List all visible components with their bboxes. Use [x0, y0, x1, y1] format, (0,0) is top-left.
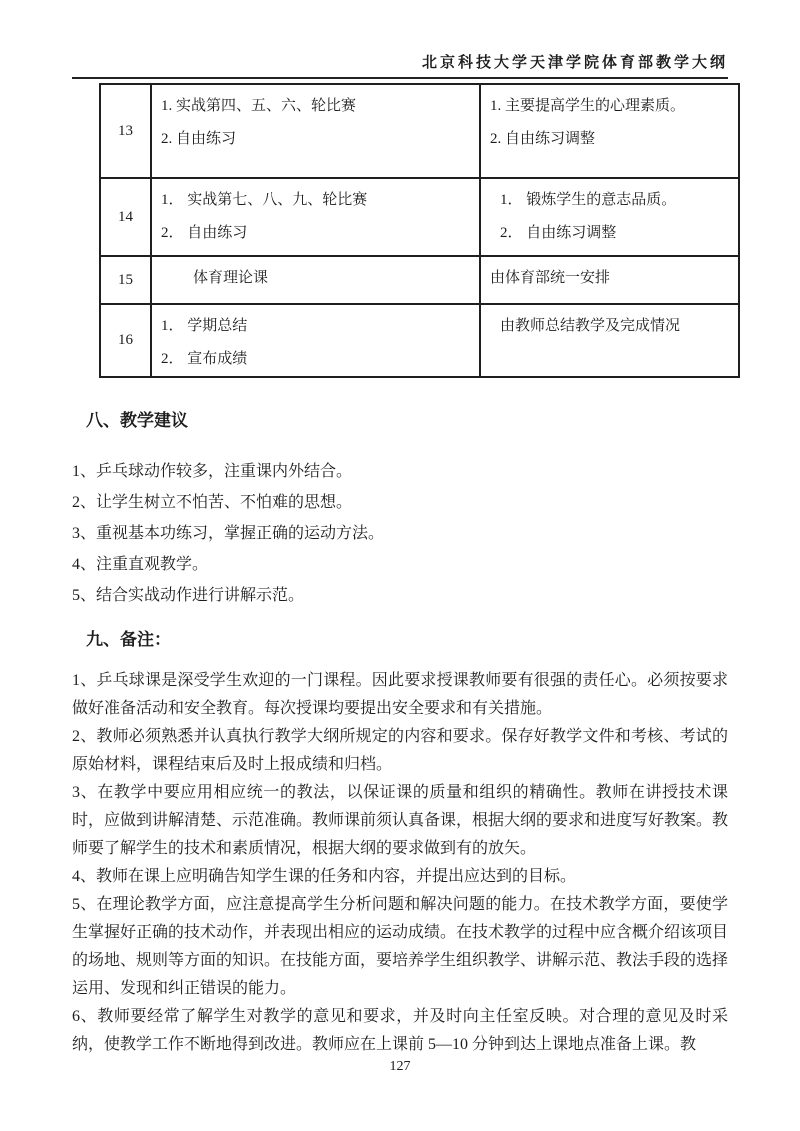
table-row — [100, 178, 739, 256]
note-cell — [480, 304, 739, 377]
page-header — [72, 54, 728, 79]
paragraph: 4、教师在课上应明确告知学生课的任务和内容，并提出应达到的目标。 — [72, 868, 577, 885]
notes-paragraphs — [72, 667, 728, 1059]
table-row — [100, 256, 739, 304]
week-number-cell: 14 — [100, 178, 151, 256]
paragraph: 6、教师要经常了解学生对教学的意见和要求，并及时向主任室反映。对合理的意见及时采纳，使教学工作不断地得到改进。教师应在上课前 5—10 分钟到达上课地点准备上课。教 — [72, 1008, 728, 1053]
content-line: 2． 自由练习 — [161, 225, 248, 241]
content-line: 2． 宣布成绩 — [161, 351, 248, 367]
section-heading-teaching-suggestions: 八、教学建议 — [86, 411, 188, 430]
content-line: 2. 自由练习 — [161, 131, 237, 147]
paragraph: 5、在理论教学方面，应注意提高学生分析问题和解决问题的能力。在技术教学方面，要使学生掌握好正确的技术动作，并表现出相应的运动成绩。在技术教学的过程中应含概介绍该项目的场地、规则等方面的知识。在技能方面，要培养学生组织教学、讲解示范、教法手段的选择运用、发现和纠正错误的能力。 — [72, 896, 729, 997]
content-cell — [151, 84, 480, 178]
note-cell — [480, 256, 739, 304]
content-line: 1． 学期总结 — [161, 318, 248, 334]
list-item: 5、结合实战动作进行讲解示范。 — [72, 587, 305, 604]
schedule-table — [99, 83, 740, 378]
note-line: 由教师总结教学及完成情况 — [500, 318, 681, 334]
note-line: 1. 主要提高学生的心理素质。 — [490, 98, 686, 114]
content-line: 1. 实战第四、五、六、轮比赛 — [161, 98, 357, 114]
list-item: 1、乒乓球动作较多，注重课内外结合。 — [72, 463, 353, 480]
note-line: 2. 自由练习调整 — [490, 131, 596, 147]
content-cell — [151, 256, 480, 304]
content-cell — [151, 178, 480, 256]
page-number: 127 — [389, 1059, 411, 1074]
note-cell — [480, 178, 739, 256]
list-item: 3、重视基本功练习，掌握正确的运动方法。 — [72, 525, 385, 542]
week-number-cell: 15 — [100, 256, 151, 304]
note-line: 1． 锻炼学生的意志品质。 — [500, 192, 677, 208]
content-line: 体育理论课 — [193, 270, 269, 286]
week-number-cell: 16 — [100, 304, 151, 377]
note-line: 2． 自由练习调整 — [500, 225, 617, 241]
list-item: 2、让学生树立不怕苦、不怕难的思想。 — [72, 494, 353, 511]
section-heading-notes: 九、备注： — [86, 630, 171, 649]
note-line: 由体育部统一安排 — [490, 270, 611, 286]
header-title: 北京科技大学天津学院体育部教学大纲 — [421, 55, 728, 71]
list-item: 4、注重直观教学。 — [72, 556, 209, 573]
content-line: 1． 实战第七、八、九、轮比赛 — [161, 192, 368, 208]
table-row — [100, 304, 739, 377]
note-cell — [480, 84, 739, 178]
paragraph: 3、在教学中要应用相应统一的教法，以保证课的质量和组织的精确性。教师在讲授技术课时，应做到讲解清楚、示范准确。教师课前须认真备课，根据大纲的要求和进度写好教案。教师要了解学生的技术和素质情况，根据大纲的要求做到有的放矢。 — [72, 784, 729, 857]
content-cell — [151, 304, 480, 377]
table-row — [100, 84, 739, 178]
teaching-suggestions-list — [72, 456, 728, 611]
paragraph: 2、教师必须熟悉并认真执行教学大纲所规定的内容和要求。保存好教学文件和考核、考试的原始材料，课程结束后及时上报成绩和归档。 — [72, 728, 728, 773]
paragraph: 1、乒乓球课是深受学生欢迎的一门课程。因此要求授课教师要有很强的责任心。必须按要求做好准备活动和安全教育。每次授课均要提出安全要求和有关措施。 — [72, 672, 728, 717]
week-number-cell: 13 — [100, 84, 151, 178]
